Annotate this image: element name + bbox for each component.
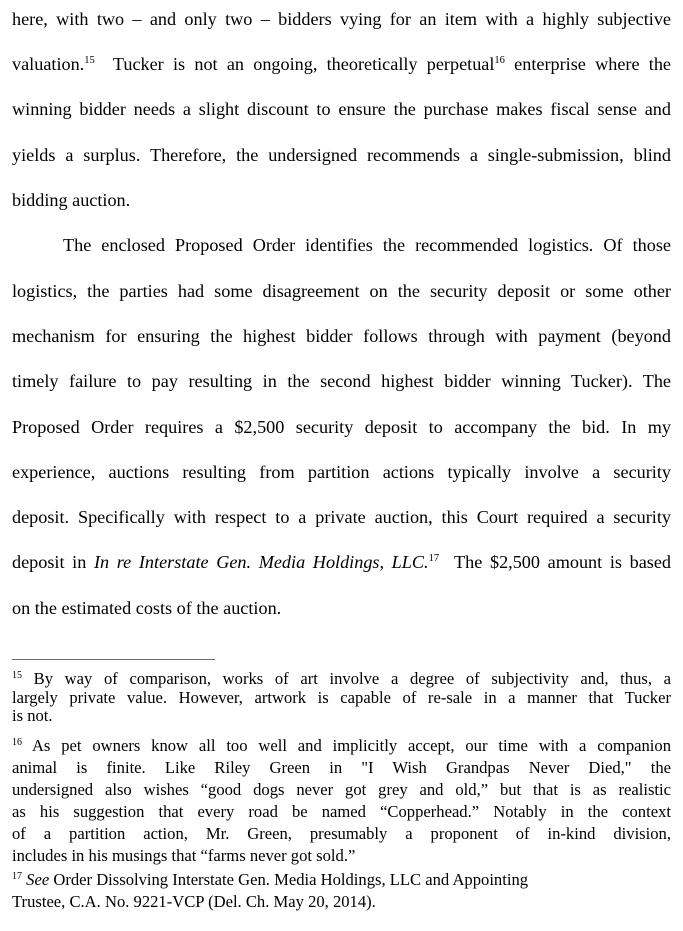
body-line: Proposed Order requires a $2,500 security deposit to accompany the bid. In my	[12, 417, 671, 437]
paragraph-start-line: The enclosed Proposed Order identifies the recommended logistics. Of those	[63, 235, 671, 255]
body-line	[12, 53, 671, 75]
footnote-ref-16[interactable]: 16	[494, 55, 505, 66]
footnote-text: Order Dissolving Interstate Gen. Media Holdings, LLC and Appointing	[53, 870, 529, 889]
footnote-number: 16	[12, 737, 22, 748]
body-line: deposit. Specifically with respect to a private auction, this Court required a security	[12, 507, 671, 527]
body-line: timely failure to pay resulting in the second highest bidder winning Tucker). The	[12, 371, 671, 391]
footnote-line	[12, 737, 671, 756]
footnote-line: undersigned also wishes “good dogs never got grey and old,” but that is as realistic	[12, 780, 671, 799]
body-text: valuation.	[12, 54, 85, 74]
footnote-text: By way of comparison, works of art involve a degree of subjectivity and, thus, a	[33, 669, 671, 688]
footnote-line: is not.	[12, 706, 53, 725]
body-line: logistics, the parties had some disagreement on the security deposit or some other	[12, 281, 671, 301]
body-line: bidding auction.	[12, 190, 131, 210]
footnote-number: 17	[12, 871, 22, 882]
body-line: on the estimated costs of the auction.	[12, 598, 282, 618]
body-line: mechanism for ensuring the highest bidder follows through with payment (beyond	[12, 326, 671, 346]
body-text: Tucker is not an ongoing, theoretically perpetual	[94, 54, 495, 74]
body-text: enterprise where the	[504, 54, 671, 74]
body-line: yields a surplus. Therefore, the undersigned recommends a single-submission, blind	[12, 145, 671, 165]
body-text: deposit in	[12, 552, 94, 572]
body-line: winning bidder needs a slight discount to ensure the purchase makes fiscal sense and	[12, 99, 671, 119]
body-line	[12, 551, 671, 573]
footnote-separator	[12, 659, 215, 660]
footnote-line: animal is finite. Like Riley Green in "I Wish Grandpas Never Died," the	[12, 758, 671, 777]
footnote-line: largely private value. However, artwork is capable of re-sale in a manner that Tucker	[12, 688, 671, 707]
footnote-line: Trustee, C.A. No. 9221-VCP (Del. Ch. May 20, 2014).	[12, 892, 376, 911]
footnote-number: 15	[12, 670, 22, 681]
footnote-text: As pet owners know all too well and implicitly accept, our time with a companion	[31, 736, 672, 755]
body-text: The $2,500 amount is based	[439, 552, 672, 572]
footnote-ref-15[interactable]: 15	[84, 55, 95, 66]
footnote-line: includes in his musings that “farms never got sold.”	[12, 846, 356, 865]
footnote-line	[12, 670, 671, 689]
body-line: experience, auctions resulting from partition actions typically involve a security	[12, 462, 671, 482]
citation-signal: See	[26, 870, 50, 889]
footnote-ref-17[interactable]: 17	[428, 553, 440, 564]
footnote-line	[12, 871, 671, 890]
body-line: here, with two – and only two – bidders vying for an item with a highly subjective	[12, 9, 671, 29]
case-citation: In re Interstate Gen. Media Holdings, LLC.	[93, 552, 429, 572]
footnote-line: as his suggestion that every road be named “Copperhead.” Notably in the context	[12, 802, 671, 821]
footnote-line: of a partition action, Mr. Green, presumably a proponent of in-kind division,	[12, 824, 671, 843]
